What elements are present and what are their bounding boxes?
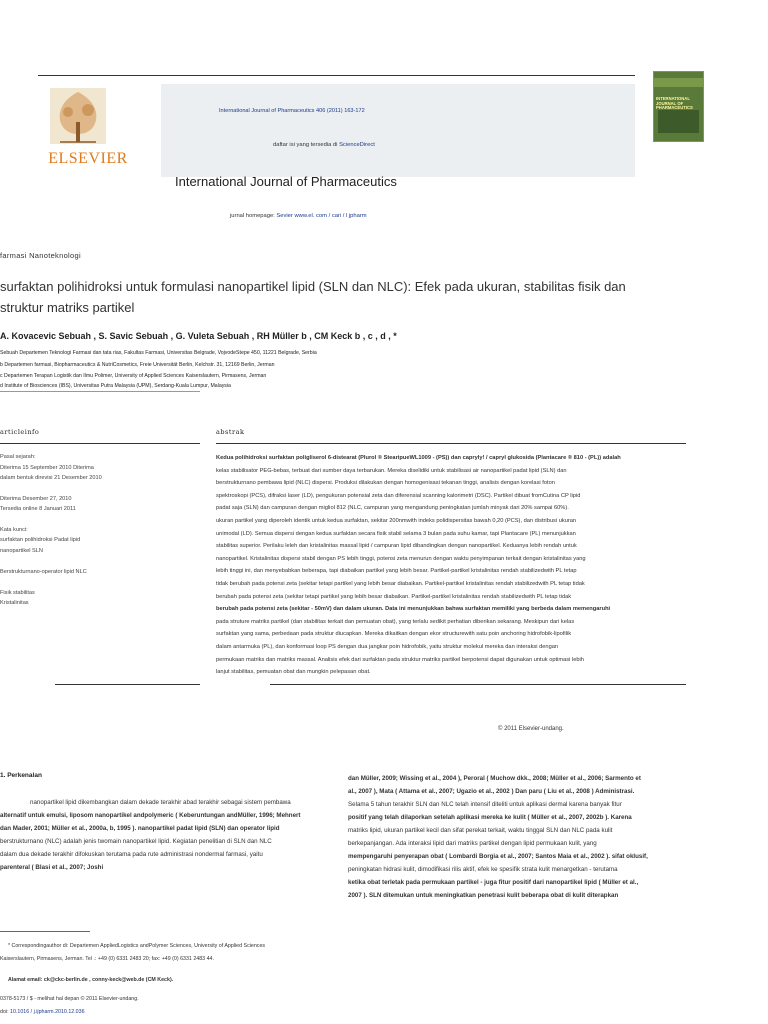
footnotes — [0, 940, 330, 1019]
author-list: A. Kovacevic Sebuah , S. Savic Sebuah , G. Vuleta Sebuah , RH Müller b , CM Keck b , c , d , * — [0, 331, 397, 341]
abstract-line: surfaktan yang sama, perbedaan pada struktur diucapkan. Mereka dikaitkan dengan ekor structurewith satu poin anchoring hidrofobik-lipofilik — [216, 631, 572, 638]
revised-date: dalam bentuk direvisi 21 Desember 2010 — [0, 475, 102, 481]
homepage-prefix: jurnal homepage: — [230, 213, 277, 219]
abstract-line: dalam antarmuka (PL), dan konformasi loop PS dengan dua jangkar poin hidrofobik, yaitu struktur molekul mereka dan interaksi dengan — [216, 643, 559, 650]
keyword-item: nanopartikel SLN — [0, 547, 43, 554]
copyright-line: © 2011 Elsevier-undang. — [498, 726, 564, 732]
abstract-line: padat saja (SLN) dan campuran dengan migliol 812 (NLC, campuran yang mengandung peningkatan jumlah minyak dari 20% sampai 60%). — [216, 505, 569, 512]
article-info-panel — [0, 452, 200, 609]
intro-line: al., 2007 ), Mata ( Attama et al., 2007; Ugazio et al., 2002 ) Dan paru ( Liu et al., 2008 ) Administrasi. — [348, 788, 635, 795]
affiliation-c: c Departemen Terapan Logistik dan Ilmu Polimer, University of Applied Sciences Kaiserslautern, Pirmasens, Jerman — [0, 373, 267, 379]
abstract-line: stabilitas superior. Perilaku leleh dan kristalinitas massal lipid / campuran lipid dibandingkan dengan nanopartikel. Keduanya lebih rendah untuk — [216, 543, 577, 550]
email-value[interactable]: ck@ckc-berlin.de , conny-keck@web.de (CM Keck). — [43, 977, 174, 983]
abstract-line: berubah pada potensi zeta (sekitar tetapi partikel yang lebih besar diabaikan. Partikel-partikel kristalinitas rendah stabilizedwith PL tetap tidak — [216, 593, 572, 600]
intro-line: nanopartikel lipid dikembangkan dalam dekade terakhir abad terakhir sebagai sistem pembawa — [30, 799, 291, 806]
intro-line: ketika obat terletak pada permukaan partikel - juga fitur positif dari nanopartikel lipid ( Müller et al., — [348, 879, 639, 886]
affiliation-b: b Departemen farmasi, Biopharmaceutics & NutriCosmetics, Freie Universität Berlin, Kelchstr. 31, 12169 Berlin, Jerman — [0, 362, 275, 368]
intro-line: berstrukturnano (NLC) adalah jenis twomain nanopartikel lipid. Kegiatan penelitian di SLN dan NLC — [0, 838, 272, 845]
affiliation-separator-rule — [0, 391, 200, 392]
abstract-top-rule — [216, 443, 686, 444]
received-date: Diterima 15 September 2010 Diterima — [0, 464, 94, 471]
intro-line: mempengaruhi penyerapan obat ( Lombardi Borgia et al., 2007; Santos Maia et al., 2002 ). sifat oklusif, — [348, 853, 648, 860]
journal-homepage — [230, 213, 367, 219]
intro-left-column — [0, 796, 330, 874]
abstract-line: Kedua polihidroksi surfaktan poligliserol 6-distearat (Plurol ® StearipueWL1009 - (PS)) dan capryly! / capryl glukosida (Plantacare ® 810 - (PL)) adalah — [216, 455, 621, 461]
cover-title: INTERNATIONAL JOURNAL OF PHARMACEUTICS — [656, 96, 693, 110]
footnote-rule — [0, 931, 90, 932]
intro-line: positif yang telah dilaporkan setelah aplikasi mereka ke kulit ( Müller et al., 2007, 2002b ). Karena — [348, 814, 632, 821]
journal-header-band — [161, 84, 635, 177]
sciencedirect-link[interactable]: ScienceDirect — [339, 142, 375, 148]
top-rule — [38, 75, 635, 76]
abstract-line: berubah pada potensi zeta (sekitar - 50mV) dan dalam ukuran. Data ini menunjukkan bahwa surfaktan memiliki yang berbeda dalam memengaruhi — [216, 606, 611, 613]
keywords-label: Kata kunci: — [0, 526, 28, 533]
article-info-heading: articleinfo — [0, 428, 40, 436]
abstract-line: kelas stabilisator PEG-bebas, terbuat dari sumber daya terbarukan. Mereka diselidiki untuk stabilisasi air nanopartikel padat lipid (SLN) dan — [216, 467, 567, 474]
abstract-line: permukaan matriks dan matriks massal. Analisis efek dari surfaktan pada struktur matriks partikel berpotensi dapat digunakan untuk optimasi lebih — [216, 656, 584, 663]
article-title-line-1: surfaktan polihidroksi untuk formulasi nanopartikel lipid (SLN dan NLC): Efek pada ukuran, stabilitas fisik dan — [0, 279, 626, 294]
abstract-line: berstrukturnano pembawa lipid (NLC) dispersi. Produksi dilakukan dengan homogenisasi tekanan tinggi, analisis dengan korelasi foton — [216, 480, 555, 487]
journal-cover-image — [653, 71, 704, 142]
abstract-line: lanjut stabilitas, pemuatan obat dan mungkin pelepasan obat. — [216, 669, 371, 676]
intro-line: berkepanjangan. Ada interaksi lipid dari matriks partikel dengan lipid permukaan kulit, yang — [348, 840, 597, 847]
article-info-bottom-rule — [55, 684, 200, 685]
history-label: Pasal sejarah: — [0, 454, 36, 460]
article-title — [0, 276, 700, 318]
keyword-item: Kristalinitas — [0, 600, 29, 606]
journal-title: International Journal of Pharmaceutics — [175, 174, 397, 189]
intro-line: Selama 5 tahun terakhir SLN dan NLC telah intensif diteliti untuk aplikasi dermal karena banyak fitur — [348, 801, 622, 808]
publisher-name: ELSEVIER — [48, 150, 128, 167]
affiliation-a: Sebuah Departemen Teknologi Farmasi dan tata rias, Fakultas Farmasi, Universitas Belgrade, VojvodeStepe 450, 11221 Belgrade, Serbia — [0, 350, 317, 356]
keyword-item: surfaktan polihidroksi Padat lipid — [0, 537, 81, 543]
abstract-heading: abstrak — [216, 428, 245, 436]
intro-line: dan Mader, 2001; Müller et al., 2000a, b, 1995 ). nanopartikel padat lipid (SLN) dan operator lipid — [0, 825, 280, 832]
issn-line: 0378-5173 / $ - melihat hal depan © 2011 Elsevier-undang. — [0, 996, 139, 1002]
corresponding-author-address: Kaiserslautern, Pirmasens, Jerman. Tel .: +49 (0) 6331 2483 20; fax: +49 (0) 6331 2483 44. — [0, 956, 214, 962]
contents-line — [273, 142, 375, 148]
article-info-top-rule — [0, 443, 200, 444]
email-line — [0, 974, 330, 987]
affiliation-d: d Institute of Biosciences (IBS), Universitas Putra Malaysia (UPM), Serdang-Kuala Lumpur, Malaysia — [0, 383, 231, 389]
abstract-line: tidak berubah pada potensi zeta (sekitar tetapi partikel yang lebih besar diabaikan. Partikel-partikel kristalinitas rendah stabilizedwith PL tetap tidak — [216, 580, 585, 587]
elsevier-logo — [38, 84, 138, 166]
article-section: farmasi Nanoteknologi — [0, 251, 81, 260]
abstract-line: spektroskopi (PCS), difraksi laser (LD), pengukuran potensial zeta dan diferensial scanning kalorimetri (DSC). Partikel dibuat fromCutina CP lipid — [216, 492, 581, 499]
journal-citation[interactable]: International Journal of Pharmaceutics 406 (2011) 163-172 — [219, 108, 365, 114]
corresponding-author-note: * Correspondingauthor di: Departemen AppliedLogistics andPolymer Sciences, University of Applied Sciences — [8, 943, 266, 949]
abstract-body — [216, 452, 686, 679]
abstract-line: unimodal (LD). Semua dispersi dengan kedua surfaktan secara fisik stabil selama 3 bulan pada suhu kamar, tapi Plantacare (PL) menunjukkan — [216, 530, 576, 537]
abstract-line: nanopartikel. Kristalinitas dispersi stabil dengan PS lebih tinggi, potensi zeta menurun dengan waktu penyimpanan terkait dengan kristalinitas yang — [216, 555, 586, 562]
intro-line: matriks lipid, ukuran partikel kecil dan sifat perekat terkait, waktu tinggal SLN dan NLC pada kulit — [348, 827, 613, 834]
introduction-heading: 1. Perkenalan — [0, 772, 42, 779]
homepage-link[interactable]: Sevier www.el. com / cari / l jpharm — [276, 213, 367, 219]
article-title-line-2: struktur matriks partikel — [0, 300, 135, 315]
intro-line: dalam dua dekade terakhir difokuskan terutama pada rute administrasi nondermal farmasi, yaitu — [0, 851, 263, 858]
intro-line: 2007 ). SLN ditemukan untuk meningkatkan penetrasi kulit beberapa obat di kulit diterapkan — [348, 892, 619, 899]
intro-right-column — [348, 772, 698, 902]
keyword-item: Berstrukturnano-operator lipid NLC — [0, 568, 87, 575]
contents-prefix: daftar isi yang tersedia di — [273, 142, 340, 148]
intro-line: parenteral ( Blasi et al., 2007; Joshi — [0, 864, 104, 871]
intro-line: dan Müller, 2009; Wissing et al., 2004 ), Peroral ( Muchow dkk., 2008; Müller et al., 2006; Sarmento et — [348, 775, 641, 782]
abstract-line: lebih tinggi ini, dan menyebabkan beberapa, tapi diabaikan partikel yang lebih besar. Partikel-partikel kristalinitas rendah stabilizedwith PL tetap — [216, 568, 577, 575]
intro-line: peningkatan hidrasi kulit, dimodifikasi rilis aktif, efek ke spesifik strata kulit menargetkan - terutama — [348, 866, 618, 873]
doi-link[interactable]: 10.1016 / j.ijpharm.2010.12.036 — [10, 1009, 85, 1015]
abstract-bottom-rule — [270, 684, 686, 685]
email-label: Alamat email: — [8, 977, 44, 983]
abstract-line: ukuran partikel yang diperoleh identik untuk kedua surfaktan, sekitar 200nmwith indeks polidispersitas bawah 0,20 (PCS), dan distribusi ukuran — [216, 517, 577, 524]
doi-line — [0, 1006, 330, 1019]
doi-label: doi: — [0, 1009, 11, 1015]
accepted-date: Diterima Desember 27, 2010 — [0, 495, 72, 502]
keyword-item: Fisik stabilitas — [0, 589, 35, 596]
online-date: Tersedia online 8 Januari 2011 — [0, 506, 76, 512]
intro-line: alternatif untuk emulsi, liposom nanopartikel andpolymeric ( Keberuntungan andMüller, 1996; Mehnert — [0, 812, 301, 819]
abstract-line: pada struture matriks partikel (dan stabilitas terkait dan pemuatan obat), yang terlalu sedikit perhatian diberikan sekarang. Meskipun dari kelas — [216, 618, 575, 625]
